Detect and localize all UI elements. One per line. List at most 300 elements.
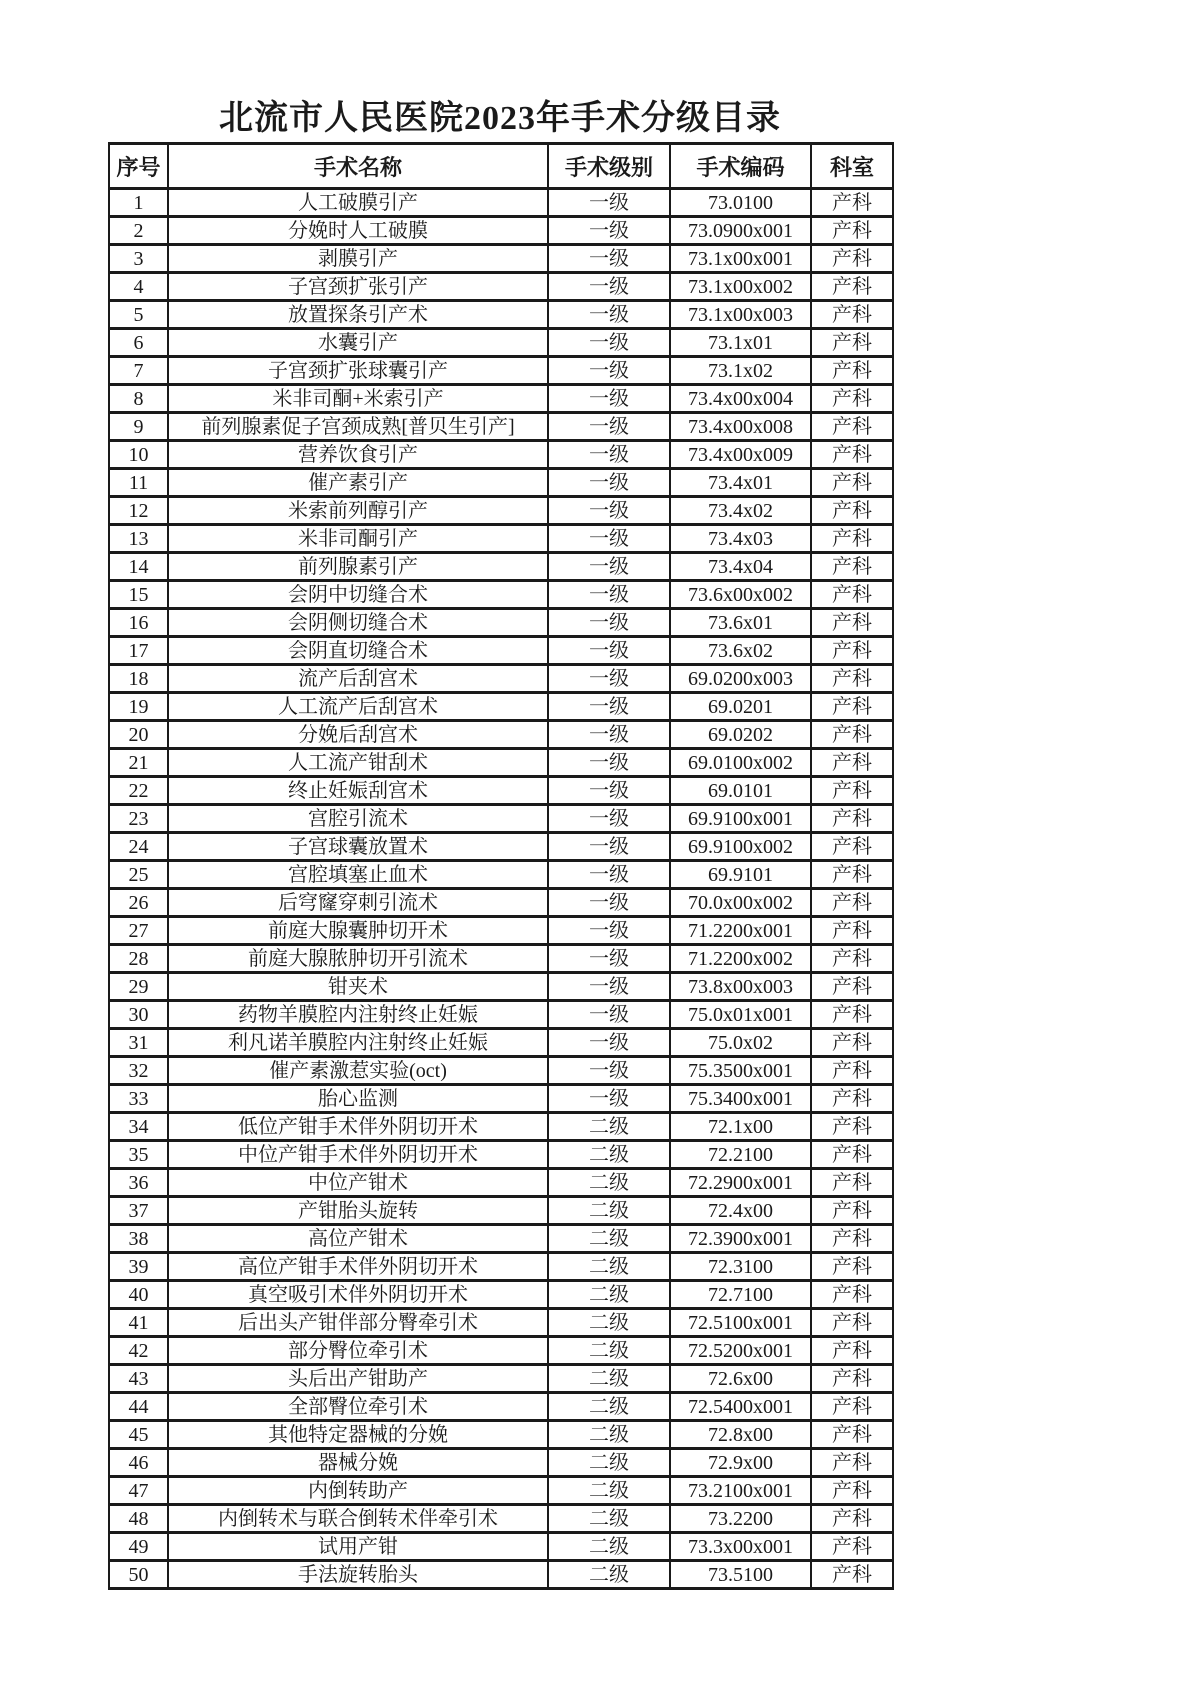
cell-surgery-code: 72.5200x001 bbox=[670, 1337, 811, 1365]
cell-surgery-level: 一级 bbox=[548, 1029, 670, 1057]
cell-surgery-level: 二级 bbox=[548, 1197, 670, 1225]
cell-surgery-level: 一级 bbox=[548, 273, 670, 301]
cell-surgery-level: 一级 bbox=[548, 581, 670, 609]
cell-serial-number: 35 bbox=[109, 1141, 168, 1169]
cell-serial-number: 13 bbox=[109, 525, 168, 553]
cell-surgery-level: 二级 bbox=[548, 1113, 670, 1141]
table-row bbox=[109, 609, 893, 637]
cell-surgery-code: 73.4x02 bbox=[670, 497, 811, 525]
cell-surgery-name: 后出头产钳伴部分臀牵引术 bbox=[168, 1309, 548, 1337]
table-row bbox=[109, 245, 893, 273]
cell-department: 产科 bbox=[811, 1141, 893, 1169]
cell-surgery-code: 73.1x01 bbox=[670, 329, 811, 357]
cell-department: 产科 bbox=[811, 1169, 893, 1197]
cell-surgery-code: 69.0201 bbox=[670, 693, 811, 721]
cell-surgery-name: 手法旋转胎头 bbox=[168, 1561, 548, 1589]
cell-serial-number: 41 bbox=[109, 1309, 168, 1337]
cell-surgery-name: 人工破膜引产 bbox=[168, 189, 548, 217]
cell-surgery-name: 前庭大腺脓肿切开引流术 bbox=[168, 945, 548, 973]
cell-department: 产科 bbox=[811, 1505, 893, 1533]
cell-surgery-level: 二级 bbox=[548, 1561, 670, 1589]
cell-surgery-level: 二级 bbox=[548, 1421, 670, 1449]
table-row bbox=[109, 217, 893, 245]
cell-surgery-level: 二级 bbox=[548, 1169, 670, 1197]
cell-surgery-code: 72.5100x001 bbox=[670, 1309, 811, 1337]
cell-surgery-level: 一级 bbox=[548, 525, 670, 553]
cell-surgery-name: 米索前列醇引产 bbox=[168, 497, 548, 525]
cell-serial-number: 43 bbox=[109, 1365, 168, 1393]
cell-surgery-code: 71.2200x001 bbox=[670, 917, 811, 945]
cell-department: 产科 bbox=[811, 189, 893, 217]
table-row bbox=[109, 749, 893, 777]
cell-department: 产科 bbox=[811, 413, 893, 441]
cell-serial-number: 31 bbox=[109, 1029, 168, 1057]
table-row bbox=[109, 441, 893, 469]
cell-serial-number: 16 bbox=[109, 609, 168, 637]
cell-serial-number: 19 bbox=[109, 693, 168, 721]
cell-surgery-code: 72.8x00 bbox=[670, 1421, 811, 1449]
cell-serial-number: 28 bbox=[109, 945, 168, 973]
cell-surgery-code: 73.1x02 bbox=[670, 357, 811, 385]
cell-surgery-name: 会阴中切缝合术 bbox=[168, 581, 548, 609]
table-row bbox=[109, 693, 893, 721]
table-row bbox=[109, 357, 893, 385]
cell-surgery-name: 胎心监测 bbox=[168, 1085, 548, 1113]
cell-serial-number: 2 bbox=[109, 217, 168, 245]
cell-serial-number: 38 bbox=[109, 1225, 168, 1253]
table-row bbox=[109, 777, 893, 805]
cell-surgery-code: 73.6x02 bbox=[670, 637, 811, 665]
cell-department: 产科 bbox=[811, 525, 893, 553]
cell-serial-number: 8 bbox=[109, 385, 168, 413]
cell-surgery-code: 73.4x00x009 bbox=[670, 441, 811, 469]
table-row bbox=[109, 1365, 893, 1393]
cell-surgery-level: 一级 bbox=[548, 609, 670, 637]
cell-surgery-name: 流产后刮宫术 bbox=[168, 665, 548, 693]
cell-department: 产科 bbox=[811, 497, 893, 525]
cell-department: 产科 bbox=[811, 1365, 893, 1393]
cell-department: 产科 bbox=[811, 385, 893, 413]
cell-surgery-code: 73.6x01 bbox=[670, 609, 811, 637]
cell-surgery-code: 73.1x00x002 bbox=[670, 273, 811, 301]
cell-surgery-level: 一级 bbox=[548, 553, 670, 581]
cell-surgery-level: 二级 bbox=[548, 1225, 670, 1253]
cell-surgery-code: 75.0x02 bbox=[670, 1029, 811, 1057]
table-row bbox=[109, 189, 893, 217]
cell-surgery-name: 真空吸引术伴外阴切开术 bbox=[168, 1281, 548, 1309]
cell-surgery-name: 宫腔引流术 bbox=[168, 805, 548, 833]
cell-department: 产科 bbox=[811, 945, 893, 973]
cell-serial-number: 32 bbox=[109, 1057, 168, 1085]
cell-surgery-level: 一级 bbox=[548, 861, 670, 889]
cell-serial-number: 40 bbox=[109, 1281, 168, 1309]
cell-department: 产科 bbox=[811, 973, 893, 1001]
cell-surgery-level: 一级 bbox=[548, 497, 670, 525]
cell-surgery-code: 72.2100 bbox=[670, 1141, 811, 1169]
table-row bbox=[109, 805, 893, 833]
cell-surgery-name: 后穹窿穿刺引流术 bbox=[168, 889, 548, 917]
cell-surgery-level: 一级 bbox=[548, 301, 670, 329]
cell-surgery-level: 一级 bbox=[548, 917, 670, 945]
cell-surgery-name: 分娩后刮宫术 bbox=[168, 721, 548, 749]
header-surgery-name: 手术名称 bbox=[168, 144, 548, 189]
table-row bbox=[109, 833, 893, 861]
table-row bbox=[109, 553, 893, 581]
cell-surgery-code: 73.4x03 bbox=[670, 525, 811, 553]
cell-serial-number: 15 bbox=[109, 581, 168, 609]
cell-serial-number: 7 bbox=[109, 357, 168, 385]
cell-surgery-level: 二级 bbox=[548, 1505, 670, 1533]
cell-surgery-code: 69.9100x002 bbox=[670, 833, 811, 861]
table-row bbox=[109, 1393, 893, 1421]
cell-surgery-name: 人工流产钳刮术 bbox=[168, 749, 548, 777]
cell-surgery-code: 72.3900x001 bbox=[670, 1225, 811, 1253]
cell-surgery-level: 二级 bbox=[548, 1337, 670, 1365]
cell-surgery-name: 低位产钳手术伴外阴切开术 bbox=[168, 1113, 548, 1141]
cell-serial-number: 27 bbox=[109, 917, 168, 945]
cell-serial-number: 3 bbox=[109, 245, 168, 273]
cell-surgery-level: 二级 bbox=[548, 1393, 670, 1421]
cell-surgery-level: 一级 bbox=[548, 693, 670, 721]
cell-surgery-level: 二级 bbox=[548, 1141, 670, 1169]
cell-serial-number: 4 bbox=[109, 273, 168, 301]
cell-surgery-level: 一级 bbox=[548, 329, 670, 357]
cell-surgery-level: 一级 bbox=[548, 805, 670, 833]
cell-serial-number: 49 bbox=[109, 1533, 168, 1561]
cell-serial-number: 5 bbox=[109, 301, 168, 329]
table-row bbox=[109, 497, 893, 525]
cell-department: 产科 bbox=[811, 273, 893, 301]
cell-serial-number: 23 bbox=[109, 805, 168, 833]
table-row bbox=[109, 1337, 893, 1365]
table-row bbox=[109, 1141, 893, 1169]
cell-department: 产科 bbox=[811, 1421, 893, 1449]
cell-surgery-name: 米非司酮引产 bbox=[168, 525, 548, 553]
header-surgery-code: 手术编码 bbox=[670, 144, 811, 189]
cell-serial-number: 18 bbox=[109, 665, 168, 693]
cell-surgery-name: 产钳胎头旋转 bbox=[168, 1197, 548, 1225]
cell-surgery-level: 一级 bbox=[548, 245, 670, 273]
cell-surgery-code: 69.0200x003 bbox=[670, 665, 811, 693]
cell-serial-number: 37 bbox=[109, 1197, 168, 1225]
cell-serial-number: 48 bbox=[109, 1505, 168, 1533]
cell-serial-number: 25 bbox=[109, 861, 168, 889]
cell-surgery-name: 其他特定器械的分娩 bbox=[168, 1421, 548, 1449]
cell-surgery-name: 米非司酮+米索引产 bbox=[168, 385, 548, 413]
cell-department: 产科 bbox=[811, 1253, 893, 1281]
cell-department: 产科 bbox=[811, 637, 893, 665]
cell-surgery-level: 二级 bbox=[548, 1449, 670, 1477]
cell-surgery-code: 75.3400x001 bbox=[670, 1085, 811, 1113]
cell-department: 产科 bbox=[811, 1309, 893, 1337]
cell-surgery-code: 69.0202 bbox=[670, 721, 811, 749]
cell-serial-number: 50 bbox=[109, 1561, 168, 1589]
cell-surgery-name: 钳夹术 bbox=[168, 973, 548, 1001]
cell-surgery-code: 69.0100x002 bbox=[670, 749, 811, 777]
cell-department: 产科 bbox=[811, 357, 893, 385]
header-department: 科室 bbox=[811, 144, 893, 189]
cell-serial-number: 46 bbox=[109, 1449, 168, 1477]
cell-department: 产科 bbox=[811, 693, 893, 721]
table-row bbox=[109, 1197, 893, 1225]
cell-department: 产科 bbox=[811, 861, 893, 889]
cell-surgery-code: 73.5100 bbox=[670, 1561, 811, 1589]
table-row bbox=[109, 329, 893, 357]
cell-surgery-name: 前庭大腺囊肿切开术 bbox=[168, 917, 548, 945]
cell-surgery-code: 72.9x00 bbox=[670, 1449, 811, 1477]
cell-surgery-name: 中位产钳手术伴外阴切开术 bbox=[168, 1141, 548, 1169]
cell-department: 产科 bbox=[811, 1057, 893, 1085]
cell-department: 产科 bbox=[811, 833, 893, 861]
cell-serial-number: 21 bbox=[109, 749, 168, 777]
cell-surgery-code: 73.2200 bbox=[670, 1505, 811, 1533]
cell-surgery-level: 一级 bbox=[548, 189, 670, 217]
cell-serial-number: 14 bbox=[109, 553, 168, 581]
cell-department: 产科 bbox=[811, 301, 893, 329]
cell-surgery-code: 72.7100 bbox=[670, 1281, 811, 1309]
cell-department: 产科 bbox=[811, 1477, 893, 1505]
cell-serial-number: 6 bbox=[109, 329, 168, 357]
cell-surgery-code: 75.0x01x001 bbox=[670, 1001, 811, 1029]
table-row bbox=[109, 945, 893, 973]
cell-surgery-level: 一级 bbox=[548, 889, 670, 917]
cell-department: 产科 bbox=[811, 805, 893, 833]
cell-surgery-name: 前列腺素引产 bbox=[168, 553, 548, 581]
cell-surgery-name: 利凡诺羊膜腔内注射终止妊娠 bbox=[168, 1029, 548, 1057]
cell-surgery-level: 一级 bbox=[548, 973, 670, 1001]
cell-surgery-name: 中位产钳术 bbox=[168, 1169, 548, 1197]
cell-serial-number: 39 bbox=[109, 1253, 168, 1281]
cell-department: 产科 bbox=[811, 889, 893, 917]
cell-surgery-code: 73.0900x001 bbox=[670, 217, 811, 245]
cell-surgery-level: 一级 bbox=[548, 217, 670, 245]
cell-surgery-code: 69.9100x001 bbox=[670, 805, 811, 833]
cell-surgery-name: 部分臀位牵引术 bbox=[168, 1337, 548, 1365]
cell-surgery-code: 73.4x01 bbox=[670, 469, 811, 497]
table-row bbox=[109, 1505, 893, 1533]
cell-surgery-name: 子宫颈扩张球囊引产 bbox=[168, 357, 548, 385]
cell-surgery-code: 72.4x00 bbox=[670, 1197, 811, 1225]
table-row bbox=[109, 1449, 893, 1477]
cell-department: 产科 bbox=[811, 1337, 893, 1365]
table-row bbox=[109, 1421, 893, 1449]
cell-surgery-level: 一级 bbox=[548, 749, 670, 777]
table-row bbox=[109, 973, 893, 1001]
cell-surgery-code: 72.5400x001 bbox=[670, 1393, 811, 1421]
cell-surgery-name: 水囊引产 bbox=[168, 329, 548, 357]
cell-surgery-code: 73.2100x001 bbox=[670, 1477, 811, 1505]
cell-serial-number: 12 bbox=[109, 497, 168, 525]
cell-surgery-level: 一级 bbox=[548, 637, 670, 665]
cell-surgery-level: 一级 bbox=[548, 385, 670, 413]
cell-surgery-name: 会阴侧切缝合术 bbox=[168, 609, 548, 637]
cell-surgery-level: 一级 bbox=[548, 1085, 670, 1113]
cell-surgery-name: 器械分娩 bbox=[168, 1449, 548, 1477]
cell-surgery-level: 一级 bbox=[548, 777, 670, 805]
table-row bbox=[109, 1561, 893, 1589]
table-row bbox=[109, 385, 893, 413]
cell-department: 产科 bbox=[811, 1197, 893, 1225]
cell-surgery-level: 二级 bbox=[548, 1365, 670, 1393]
table-row bbox=[109, 1113, 893, 1141]
table-row bbox=[109, 1057, 893, 1085]
cell-serial-number: 24 bbox=[109, 833, 168, 861]
cell-surgery-code: 69.9101 bbox=[670, 861, 811, 889]
cell-surgery-name: 高位产钳术 bbox=[168, 1225, 548, 1253]
table-row bbox=[109, 1225, 893, 1253]
cell-serial-number: 33 bbox=[109, 1085, 168, 1113]
cell-surgery-name: 会阴直切缝合术 bbox=[168, 637, 548, 665]
cell-serial-number: 17 bbox=[109, 637, 168, 665]
cell-surgery-name: 放置探条引产术 bbox=[168, 301, 548, 329]
cell-surgery-code: 73.1x00x003 bbox=[670, 301, 811, 329]
cell-surgery-name: 内倒转助产 bbox=[168, 1477, 548, 1505]
cell-department: 产科 bbox=[811, 749, 893, 777]
cell-surgery-level: 二级 bbox=[548, 1253, 670, 1281]
cell-department: 产科 bbox=[811, 441, 893, 469]
cell-surgery-name: 子宫颈扩张引产 bbox=[168, 273, 548, 301]
cell-serial-number: 42 bbox=[109, 1337, 168, 1365]
table-row bbox=[109, 721, 893, 749]
table-row bbox=[109, 665, 893, 693]
cell-serial-number: 45 bbox=[109, 1421, 168, 1449]
cell-surgery-level: 一级 bbox=[548, 469, 670, 497]
cell-surgery-level: 一级 bbox=[548, 357, 670, 385]
cell-department: 产科 bbox=[811, 217, 893, 245]
table-header-row bbox=[109, 144, 893, 189]
cell-surgery-code: 73.6x00x002 bbox=[670, 581, 811, 609]
cell-serial-number: 47 bbox=[109, 1477, 168, 1505]
cell-surgery-level: 一级 bbox=[548, 1001, 670, 1029]
cell-department: 产科 bbox=[811, 581, 893, 609]
table-row bbox=[109, 581, 893, 609]
cell-surgery-name: 药物羊膜腔内注射终止妊娠 bbox=[168, 1001, 548, 1029]
cell-surgery-level: 一级 bbox=[548, 721, 670, 749]
cell-surgery-name: 宫腔填塞止血术 bbox=[168, 861, 548, 889]
cell-serial-number: 22 bbox=[109, 777, 168, 805]
cell-surgery-code: 75.3500x001 bbox=[670, 1057, 811, 1085]
table-row bbox=[109, 637, 893, 665]
table-row bbox=[109, 1281, 893, 1309]
cell-serial-number: 9 bbox=[109, 413, 168, 441]
table-row bbox=[109, 525, 893, 553]
cell-surgery-code: 73.0100 bbox=[670, 189, 811, 217]
cell-department: 产科 bbox=[811, 469, 893, 497]
cell-surgery-name: 剥膜引产 bbox=[168, 245, 548, 273]
cell-department: 产科 bbox=[811, 1113, 893, 1141]
cell-serial-number: 26 bbox=[109, 889, 168, 917]
cell-surgery-code: 72.1x00 bbox=[670, 1113, 811, 1141]
cell-surgery-level: 二级 bbox=[548, 1309, 670, 1337]
header-surgery-level: 手术级别 bbox=[548, 144, 670, 189]
cell-department: 产科 bbox=[811, 1001, 893, 1029]
table-row bbox=[109, 1533, 893, 1561]
cell-surgery-code: 72.6x00 bbox=[670, 1365, 811, 1393]
cell-department: 产科 bbox=[811, 1085, 893, 1113]
cell-department: 产科 bbox=[811, 1449, 893, 1477]
cell-serial-number: 11 bbox=[109, 469, 168, 497]
cell-serial-number: 44 bbox=[109, 1393, 168, 1421]
cell-department: 产科 bbox=[811, 1393, 893, 1421]
cell-department: 产科 bbox=[811, 329, 893, 357]
cell-surgery-level: 一级 bbox=[548, 945, 670, 973]
cell-surgery-code: 71.2200x002 bbox=[670, 945, 811, 973]
cell-surgery-name: 营养饮食引产 bbox=[168, 441, 548, 469]
surgery-catalog-table bbox=[108, 142, 894, 1590]
cell-serial-number: 10 bbox=[109, 441, 168, 469]
cell-surgery-level: 二级 bbox=[548, 1533, 670, 1561]
table-header bbox=[109, 144, 893, 189]
cell-department: 产科 bbox=[811, 1281, 893, 1309]
cell-department: 产科 bbox=[811, 1225, 893, 1253]
table-row bbox=[109, 1029, 893, 1057]
cell-surgery-code: 69.0101 bbox=[670, 777, 811, 805]
cell-serial-number: 34 bbox=[109, 1113, 168, 1141]
cell-surgery-code: 73.4x00x008 bbox=[670, 413, 811, 441]
cell-surgery-code: 70.0x00x002 bbox=[670, 889, 811, 917]
cell-surgery-name: 全部臀位牵引术 bbox=[168, 1393, 548, 1421]
cell-serial-number: 30 bbox=[109, 1001, 168, 1029]
table-body bbox=[109, 189, 893, 1589]
cell-serial-number: 29 bbox=[109, 973, 168, 1001]
cell-department: 产科 bbox=[811, 609, 893, 637]
table-row bbox=[109, 1169, 893, 1197]
cell-surgery-code: 72.3100 bbox=[670, 1253, 811, 1281]
cell-department: 产科 bbox=[811, 721, 893, 749]
cell-surgery-name: 催产素引产 bbox=[168, 469, 548, 497]
cell-surgery-level: 一级 bbox=[548, 413, 670, 441]
cell-surgery-code: 73.3x00x001 bbox=[670, 1533, 811, 1561]
cell-surgery-level: 一级 bbox=[548, 833, 670, 861]
cell-surgery-name: 高位产钳手术伴外阴切开术 bbox=[168, 1253, 548, 1281]
cell-department: 产科 bbox=[811, 1029, 893, 1057]
cell-surgery-name: 终止妊娠刮宫术 bbox=[168, 777, 548, 805]
cell-surgery-name: 试用产钳 bbox=[168, 1533, 548, 1561]
table-row bbox=[109, 1253, 893, 1281]
cell-serial-number: 1 bbox=[109, 189, 168, 217]
cell-surgery-level: 一级 bbox=[548, 1057, 670, 1085]
cell-surgery-name: 前列腺素促子宫颈成熟[普贝生引产] bbox=[168, 413, 548, 441]
cell-surgery-code: 73.4x04 bbox=[670, 553, 811, 581]
cell-surgery-code: 73.4x00x004 bbox=[670, 385, 811, 413]
cell-department: 产科 bbox=[811, 917, 893, 945]
page-title: 北流市人民医院2023年手术分级目录 bbox=[219, 100, 781, 137]
cell-department: 产科 bbox=[811, 1561, 893, 1589]
table-row bbox=[109, 413, 893, 441]
cell-surgery-name: 内倒转术与联合倒转术伴牵引术 bbox=[168, 1505, 548, 1533]
table-row bbox=[109, 1477, 893, 1505]
cell-surgery-code: 73.1x00x001 bbox=[670, 245, 811, 273]
table-row bbox=[109, 301, 893, 329]
cell-surgery-name: 头后出产钳助产 bbox=[168, 1365, 548, 1393]
cell-department: 产科 bbox=[811, 1533, 893, 1561]
table-row bbox=[109, 1001, 893, 1029]
cell-surgery-level: 二级 bbox=[548, 1281, 670, 1309]
table-row bbox=[109, 1085, 893, 1113]
header-serial-number: 序号 bbox=[109, 144, 168, 189]
cell-department: 产科 bbox=[811, 245, 893, 273]
cell-department: 产科 bbox=[811, 665, 893, 693]
table-row bbox=[109, 889, 893, 917]
cell-surgery-level: 一级 bbox=[548, 441, 670, 469]
cell-surgery-name: 人工流产后刮宫术 bbox=[168, 693, 548, 721]
table-row bbox=[109, 469, 893, 497]
cell-surgery-level: 一级 bbox=[548, 665, 670, 693]
cell-surgery-level: 二级 bbox=[548, 1477, 670, 1505]
cell-serial-number: 36 bbox=[109, 1169, 168, 1197]
cell-surgery-name: 分娩时人工破膜 bbox=[168, 217, 548, 245]
table-row bbox=[109, 1309, 893, 1337]
